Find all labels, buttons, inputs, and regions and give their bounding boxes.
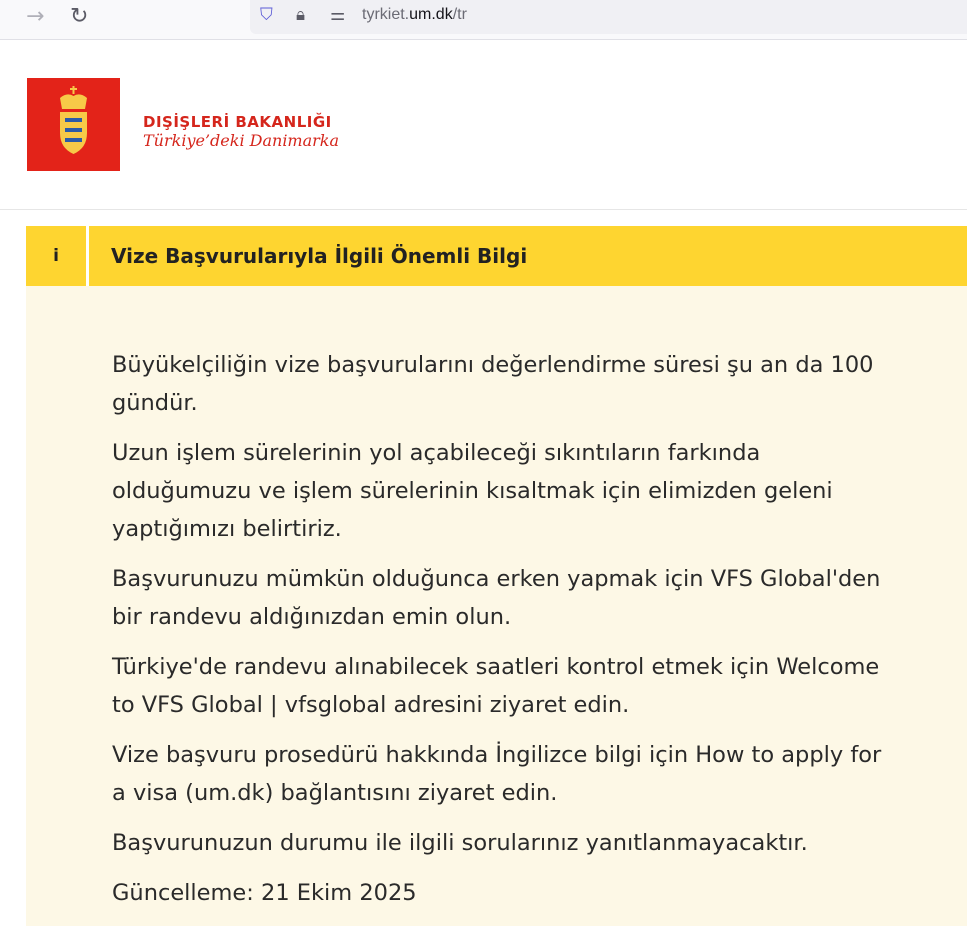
notice-paragraph: Türkiye'de randevu alınabilecek saatleri kontrol etmek için Welcome to VFS Global | vfsglobal adresini ziyaret edin. xyxy=(112,654,880,718)
lock-icon[interactable]: 🔒︎ xyxy=(296,5,306,25)
org-name: DIŞİŞLERİ BAKANLIĞI xyxy=(143,113,332,131)
reload-icon[interactable]: ↻ xyxy=(70,4,89,29)
coat-of-arms-logo[interactable] xyxy=(27,78,120,171)
forward-arrow-icon[interactable]: → xyxy=(26,4,45,29)
notice-paragraph: Büyükelçiliğin vize başvurularını değerlendirme süresi şu an da 100 gündür. xyxy=(112,352,874,416)
notice-paragraph: Başvurunuzun durumu ile ilgili sorularınız yanıtlanmayacaktır. xyxy=(112,830,808,856)
notice-title: Vize Başvurularıyla İlgili Önemli Bilgi xyxy=(111,244,528,268)
browser-toolbar xyxy=(0,0,967,40)
info-icon: i xyxy=(26,226,89,286)
notice-banner xyxy=(26,226,967,286)
notice-paragraph: Uzun işlem sürelerinin yol açabileceği sıkıntıların farkında olduğumuzu ve işlem sürelerinin kısaltmak için elimizden geleni yaptığımızı belirtiriz. xyxy=(112,440,833,542)
notice-paragraph: Vize başvuru prosedürü hakkında İngilizce bilgi için How to apply for a visa (um.dk) bağlantısını ziyaret edin. xyxy=(112,742,882,806)
url-text[interactable]: tyrkiet.um.dk/tr xyxy=(362,6,467,23)
shield-icon[interactable]: ⛉ xyxy=(260,5,273,25)
permissions-icon[interactable]: ⚌ xyxy=(330,5,346,25)
site-header xyxy=(0,40,967,210)
update-date: Güncelleme: 21 Ekim 2025 xyxy=(112,880,417,906)
address-bar[interactable] xyxy=(250,0,967,34)
notice-paragraph: Başvurunuzu mümkün olduğunca erken yapmak için VFS Global'den bir randevu aldığınızdan emin olun. xyxy=(112,566,881,630)
notice-body xyxy=(26,286,967,926)
org-subtitle: Türkiye’deki Danimarka xyxy=(143,131,340,150)
